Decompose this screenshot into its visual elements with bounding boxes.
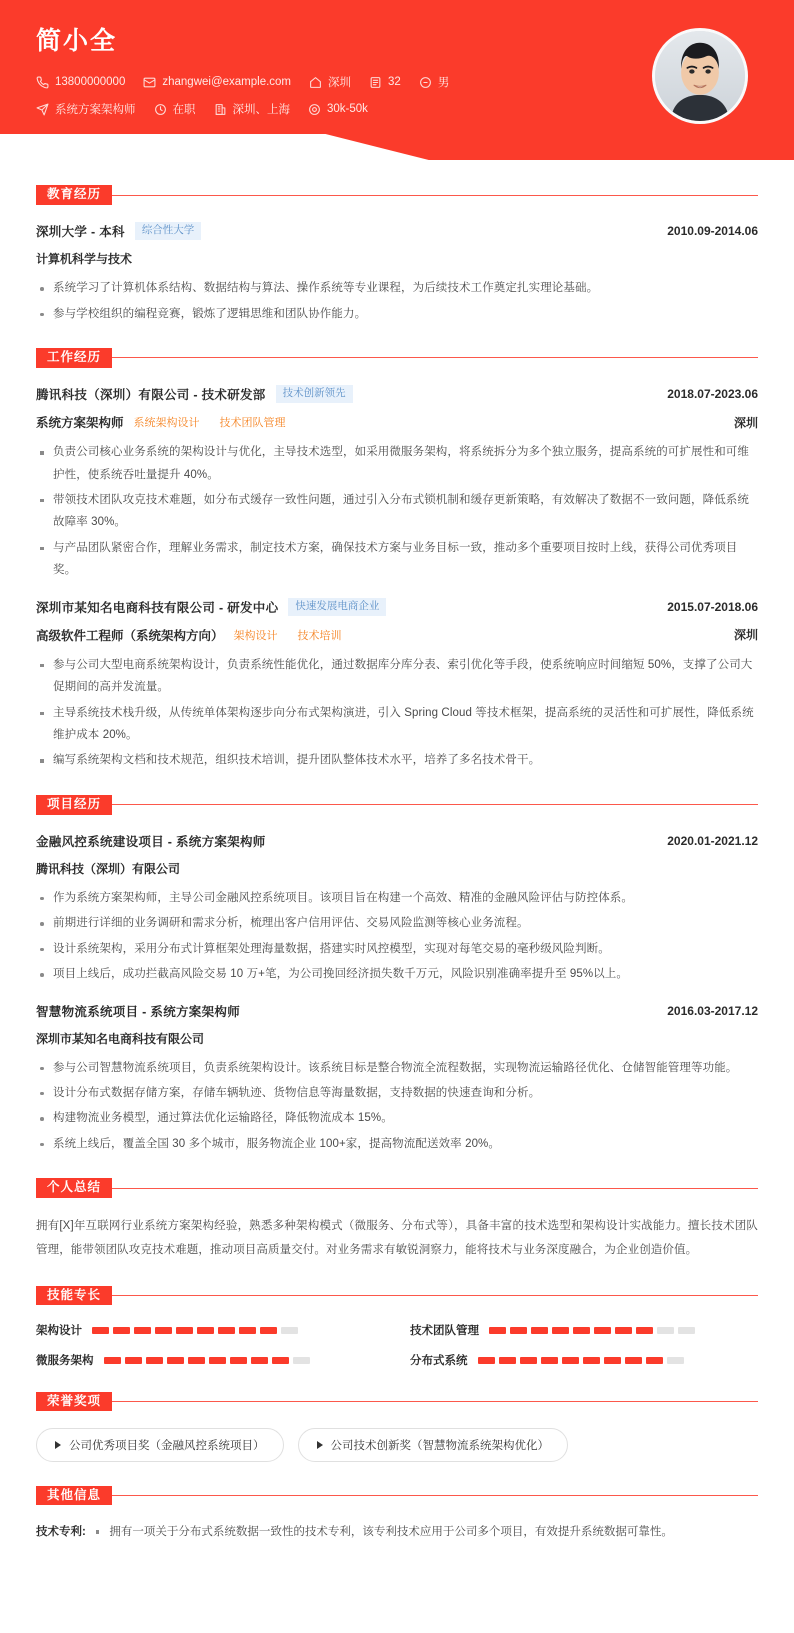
project-date: 2020.01-2021.12 [667, 833, 758, 848]
section-divider [112, 1295, 758, 1296]
list-item: 参与学校组织的编程竞赛，锻炼了逻辑思维和团队协作能力。 [36, 303, 758, 325]
paper-plane-icon [36, 103, 49, 116]
meta-salary-text: 30k-50k [327, 103, 368, 115]
skill-item [410, 1322, 758, 1338]
skill-segment [197, 1327, 214, 1334]
bullet-dot-icon [96, 1530, 100, 1534]
meta-work-city [214, 101, 291, 117]
work-position-row [36, 626, 758, 644]
skill-segment [218, 1327, 235, 1334]
skill-segment [552, 1327, 569, 1334]
skill-segment [678, 1327, 695, 1334]
work-position: 高级软件工程师（系统架构方向） [36, 628, 224, 643]
section-header-work [36, 347, 758, 369]
project-name: 智慧物流系统项目 - 系统方案架构师 [36, 1004, 241, 1019]
section-divider [112, 1495, 758, 1496]
skill-segment [113, 1327, 130, 1334]
meta-gender [419, 74, 450, 90]
skill-segment [531, 1327, 548, 1334]
list-item: 参与公司大型电商系统架构设计，负责系统性能优化，通过数据库分库分表、索引优化等手段，使系统响应时间缩短 50%，支撑了公司大促期间的高并发流量。 [36, 654, 758, 699]
section-header-skills [36, 1284, 758, 1306]
skills-grid [36, 1322, 758, 1368]
section-work [36, 347, 758, 772]
id-card-icon [369, 76, 382, 89]
skill-segment [281, 1327, 298, 1334]
other-info-label: 技术专利: [36, 1526, 86, 1539]
skill-segment [239, 1327, 256, 1334]
skill-label: 架构设计 [36, 1325, 82, 1338]
summary-text: 拥有[X]年互联网行业系统方案架构经验，熟悉多种架构模式（微服务、分布式等），具备丰富的技术选型和架构设计实战能力。擅长技术团队管理，能带领团队攻克技术难题，推动项目高质量交付。对业务需求有敏锐洞察力，能将技术与业务深度融合，为企业创造价值。 [36, 1220, 758, 1256]
list-item: 系统学习了计算机体系结构、数据结构与算法、操作系统等专业课程，为后续技术工作奠定扎实理论基础。 [36, 277, 758, 299]
work-skill-tag: 架构设计 [233, 629, 278, 642]
section-skills [36, 1284, 758, 1368]
work-bullets [36, 654, 758, 772]
project-org: 腾讯科技（深圳）有限公司 [36, 861, 181, 876]
phone-icon [36, 76, 49, 89]
skill-segment [489, 1327, 506, 1334]
work-date: 2018.07-2023.06 [667, 387, 758, 402]
section-title-awards: 荣誉奖项 [36, 1392, 112, 1412]
work-entry-header [36, 385, 758, 403]
skill-segment [146, 1357, 163, 1364]
meta-salary [308, 103, 368, 116]
section-title-education: 教育经历 [36, 185, 112, 205]
work-entry [36, 385, 758, 582]
skill-segment [583, 1357, 600, 1364]
skill-item [36, 1352, 384, 1368]
section-divider [112, 357, 758, 358]
section-header-awards [36, 1390, 758, 1412]
education-bullets [36, 277, 758, 325]
skill-segment [134, 1327, 151, 1334]
section-header-summary [36, 1177, 758, 1199]
work-company: 深圳市某知名电商科技有限公司 - 研发中心 [36, 600, 279, 615]
award-label: 公司优秀项目奖（金融风控系统项目） [69, 1440, 265, 1453]
section-title-skills: 技能专长 [36, 1286, 112, 1306]
education-date: 2010.09-2014.06 [667, 224, 758, 239]
work-location: 深圳 [733, 628, 758, 643]
section-projects [36, 794, 758, 1155]
skill-segment [667, 1357, 684, 1364]
section-other-info [36, 1484, 758, 1544]
page-title: 简小全 [36, 27, 118, 55]
meta-city-text: 深圳 [328, 77, 352, 89]
skill-segment [92, 1327, 109, 1334]
avatar [652, 28, 748, 124]
skill-level-bar [92, 1327, 298, 1334]
coin-icon [308, 103, 321, 116]
contact-meta-row-1 [36, 74, 758, 90]
work-company-tag: 技术创新领先 [276, 385, 353, 403]
meta-gender-text: 男 [437, 77, 450, 89]
list-item: 作为系统方案架构师，主导公司金融风控系统项目。该项目旨在构建一个高效、精准的金融风险评估与防控体系。 [36, 887, 758, 909]
section-header-other-info [36, 1484, 758, 1506]
work-date: 2015.07-2018.06 [667, 599, 758, 614]
section-summary [36, 1177, 758, 1262]
project-entry [36, 1002, 758, 1156]
project-org: 深圳市某知名电商科技有限公司 [36, 1031, 205, 1046]
section-title-work: 工作经历 [36, 348, 112, 368]
skill-segment [520, 1357, 537, 1364]
awards-list [36, 1428, 758, 1462]
other-info-text: 拥有一项关于分布式系统数据一致性的技术专利，该专利技术应用于公司多个项目，有效提升系统数据可靠性。 [109, 1526, 673, 1539]
section-title-summary: 个人总结 [36, 1178, 112, 1198]
project-entry-header [36, 1002, 758, 1020]
award-label: 公司技术创新奖（智慧物流系统架构优化） [330, 1440, 549, 1453]
section-title-other-info: 其他信息 [36, 1486, 112, 1506]
list-item: 主导系统技术栈升级，从传统单体架构逐步向分布式架构演进，引入 Spring Cloud 等技术框架，提高系统的灵活性和可扩展性，降低系统维护成本 20%。 [36, 702, 758, 747]
skill-label: 分布式系统 [410, 1355, 468, 1368]
other-info-item [36, 1522, 758, 1544]
section-header-education [36, 184, 758, 206]
meta-job-status [154, 101, 196, 117]
section-awards [36, 1390, 758, 1462]
work-location: 深圳 [733, 415, 758, 430]
list-item: 前期进行详细的业务调研和需求分析，梳理出客户信用评估、交易风险监测等核心业务流程。 [36, 912, 758, 934]
work-company: 腾讯科技（深圳）有限公司 - 技术研发部 [36, 388, 266, 403]
list-item: 项目上线后，成功拦截高风险交易 10 万+笔，为公司挽回经济损失数千万元，风险识别准确率提升至 95%以上。 [36, 963, 758, 985]
resume-header [0, 0, 794, 160]
work-skill-tag: 系统架构设计 [133, 417, 200, 430]
skill-segment [625, 1357, 642, 1364]
work-position-row [36, 413, 758, 431]
work-bullets [36, 441, 758, 582]
list-item: 系统上线后，覆盖全国 30 多个城市，服务物流企业 100+家，提高物流配送效率 20%。 [36, 1133, 758, 1155]
gender-icon [419, 76, 432, 89]
skill-label: 技术团队管理 [410, 1325, 479, 1338]
skill-segment [188, 1357, 205, 1364]
skill-segment [125, 1357, 142, 1364]
work-skill-tag: 技术团队管理 [219, 417, 286, 430]
mail-icon [143, 76, 156, 89]
section-divider [112, 195, 758, 196]
education-entry [36, 222, 758, 325]
skill-item [410, 1352, 758, 1368]
meta-job-status-text: 在职 [172, 104, 196, 116]
skill-segment [167, 1357, 184, 1364]
skill-segment [499, 1357, 516, 1364]
work-company-tag: 快速发展电商企业 [288, 598, 386, 616]
project-entry [36, 832, 758, 986]
work-position: 系统方案架构师 [36, 416, 124, 431]
play-triangle-icon [55, 1441, 61, 1449]
meta-age [369, 76, 401, 89]
meta-work-city-text: 深圳、上海 [232, 104, 290, 116]
project-bullets [36, 1057, 758, 1156]
list-item: 编写系统架构文档和技术规范，组织技术培训，提升团队整体技术水平，培养了多名技术骨干。 [36, 749, 758, 771]
project-entry-header [36, 832, 758, 850]
skill-segment [541, 1357, 558, 1364]
meta-job-title [36, 101, 136, 117]
list-item: 与产品团队紧密合作，理解业务需求，制定技术方案，确保技术方案与业务目标一致，推动多个重要项目按时上线，获得公司优秀项目奖。 [36, 537, 758, 582]
list-item: 参与公司智慧物流系统项目，负责系统架构设计。该系统目标是整合物流全流程数据，实现物流运输路径优化、仓储智能管理等功能。 [36, 1057, 758, 1079]
work-entry [36, 598, 758, 772]
work-entry-header [36, 598, 758, 616]
skill-item [36, 1322, 384, 1338]
skill-segment [594, 1327, 611, 1334]
play-triangle-icon [317, 1441, 323, 1449]
skill-segment [604, 1357, 621, 1364]
list-item: 负责公司核心业务系统的架构设计与优化，主导技术选型，如采用微服务架构，将系统拆分为多个独立服务，提高系统的可扩展性和可维护性，使系统吞吐量提升 40%。 [36, 441, 758, 486]
skill-segment [155, 1327, 172, 1334]
education-major: 计算机科学与技术 [36, 252, 133, 267]
list-item: 带领技术团队攻克技术难题，如分布式缓存一致性问题，通过引入分布式锁机制和缓存更新策略，有效解决了数据不一致问题，降低系统故障率 30%。 [36, 489, 758, 534]
education-tag: 综合性大学 [135, 222, 202, 240]
work-skill-tag: 技术培训 [297, 629, 342, 642]
skill-segment [176, 1327, 193, 1334]
skill-segment [646, 1357, 663, 1364]
skill-label: 微服务架构 [36, 1355, 94, 1368]
skill-segment [657, 1327, 674, 1334]
meta-age-text: 32 [388, 76, 401, 88]
section-education [36, 184, 758, 325]
skill-level-bar [478, 1357, 684, 1364]
meta-phone [36, 76, 125, 89]
project-bullets [36, 887, 758, 986]
bottom-spacer [36, 1544, 758, 1564]
skill-segment [293, 1357, 310, 1364]
skill-segment [251, 1357, 268, 1364]
meta-email-text: zhangwei@example.com [162, 76, 292, 88]
skill-segment [573, 1327, 590, 1334]
skill-segment [636, 1327, 653, 1334]
building-icon [214, 103, 227, 116]
skill-segment [562, 1357, 579, 1364]
section-divider [112, 1401, 758, 1402]
meta-job-title-text: 系统方案架构师 [55, 104, 136, 116]
section-title-projects: 项目经历 [36, 795, 112, 815]
project-date: 2016.03-2017.12 [667, 1003, 758, 1018]
skill-level-bar [104, 1357, 310, 1364]
skill-segment [510, 1327, 527, 1334]
skill-segment [272, 1357, 289, 1364]
section-header-projects [36, 794, 758, 816]
meta-phone-text: 13800000000 [55, 76, 126, 88]
contact-meta-row-2 [36, 101, 758, 117]
home-icon [309, 76, 322, 89]
avatar-photo [655, 31, 745, 121]
clock-icon [154, 103, 167, 116]
skill-segment [230, 1357, 247, 1364]
list-item: 设计系统架构，采用分布式计算框架处理海量数据，搭建实时风控模型，实现对每笔交易的毫秒级风险判断。 [36, 938, 758, 960]
section-divider [112, 1188, 758, 1189]
skill-segment [478, 1357, 495, 1364]
list-item: 设计分布式数据存储方案，存储车辆轨迹、货物信息等海量数据，支持数据的快速查询和分析。 [36, 1082, 758, 1104]
list-item: 构建物流业务模型，通过算法优化运输路径，降低物流成本 15%。 [36, 1107, 758, 1129]
meta-city [309, 74, 351, 90]
skill-segment [104, 1357, 121, 1364]
education-entry-header [36, 222, 758, 240]
education-school: 深圳大学 - 本科 [36, 225, 125, 240]
skill-segment [615, 1327, 632, 1334]
section-divider [112, 804, 758, 805]
skill-level-bar [489, 1327, 695, 1334]
meta-email [143, 76, 291, 89]
award-chip[interactable] [36, 1428, 284, 1462]
project-name: 金融风控系统建设项目 - 系统方案架构师 [36, 834, 266, 849]
award-chip[interactable] [298, 1428, 569, 1462]
skill-segment [209, 1357, 226, 1364]
skill-segment [260, 1327, 277, 1334]
